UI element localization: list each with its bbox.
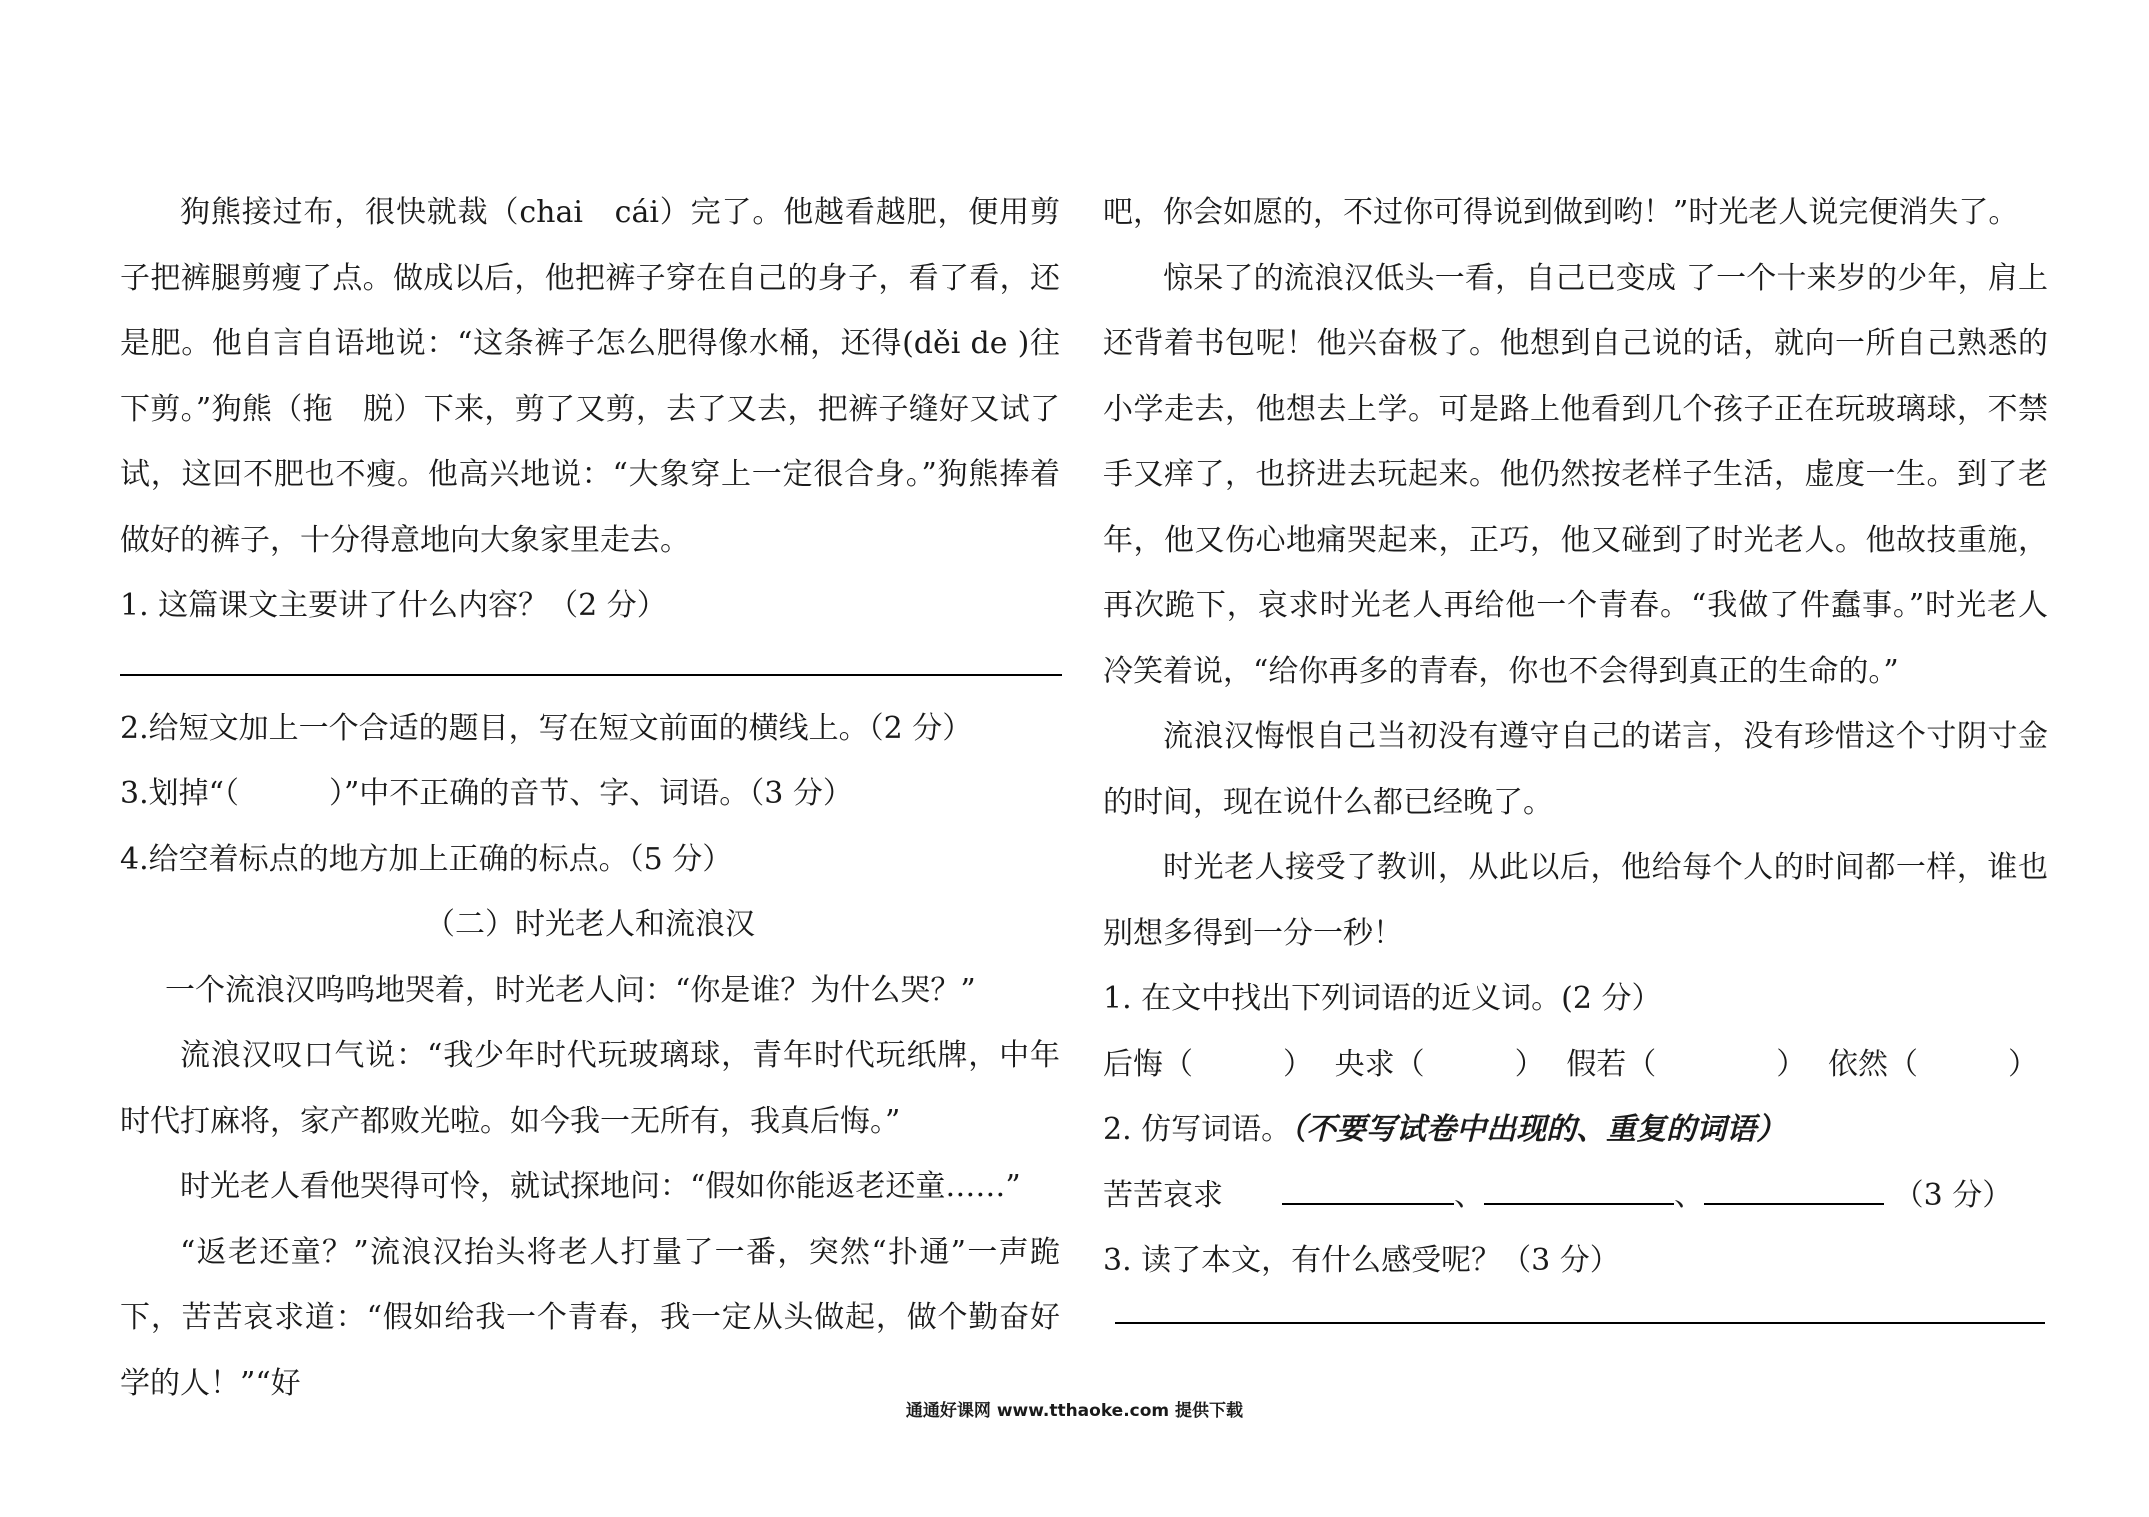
separator: 、 xyxy=(1454,1177,1485,1213)
question-4: 4.给空着标点的地方加上正确的标点。（5 分） xyxy=(120,841,733,877)
question-1: 1. 这篇课文主要讲了什么内容？（2 分） xyxy=(120,588,667,623)
answer-blank[interactable] xyxy=(1282,1173,1454,1205)
example-word: 苦苦哀求 xyxy=(1103,1177,1223,1213)
story-paragraph: 流浪汉悔恨自己当初没有遵守自己的诺言，没有珍惜这个寸阴寸金的时间，现在说什么都已经晚了。 xyxy=(1103,719,2048,820)
story-paragraph: 流浪汉叹口气说：“我少年时代玩玻璃球，青年时代玩纸牌，中年时代打麻将，家产都败光啦。如今我一无所有，我真后悔。” xyxy=(120,1038,1060,1139)
answer-blank[interactable] xyxy=(1484,1173,1674,1205)
story-paragraph: 时光老人接受了教训，从此以后，他给每个人的时间都一样，谁也别想多得到一分一秒！ xyxy=(1103,850,2048,951)
question-2 xyxy=(1103,1097,2048,1163)
question-2-note: （不要写试卷中出现的、重复的词语） xyxy=(1291,1112,1787,1147)
right-column xyxy=(1103,180,2048,1324)
question-3: 3. 读了本文，有什么感受呢？（3 分） xyxy=(1103,1243,1620,1278)
synonym-item[interactable]: 依然（ ） xyxy=(1827,1046,2038,1082)
question-1: 1. 在文中找出下列词语的近义词。(2 分） xyxy=(1103,981,1662,1016)
separator: 、 xyxy=(1674,1177,1705,1213)
story-paragraph: 一个流浪汉呜呜地哭着，时光老人问：“你是谁？为什么哭？” xyxy=(165,972,976,1008)
answer-line[interactable] xyxy=(120,674,1062,676)
left-column xyxy=(120,180,1060,1416)
synonym-item[interactable]: 央求（ ） xyxy=(1334,1046,1545,1082)
imitate-words-row xyxy=(1103,1163,2048,1229)
footer-credit: 通通好课网 www.tthaoke.com 提供下载 xyxy=(905,1401,1244,1421)
question-3: 3.划掉“（ ）”中不正确的音节、字、词语。（3 分） xyxy=(120,776,853,811)
score-label: （3 分） xyxy=(1893,1177,2013,1213)
question-2-prefix: 2. 仿写词语。 xyxy=(1103,1112,1292,1147)
answer-line[interactable] xyxy=(1115,1322,2045,1324)
story-paragraph: 吧，你会如愿的，不过你可得说到做到哟！”时光老人说完便消失了。 xyxy=(1103,195,2019,230)
synonym-item[interactable]: 假若（ ） xyxy=(1566,1046,1807,1082)
answer-blank[interactable] xyxy=(1704,1173,1884,1205)
question-2: 2.给短文加上一个合适的题目，写在短文前面的横线上。（2 分） xyxy=(120,710,973,746)
synonym-item[interactable]: 后悔（ ） xyxy=(1103,1046,1313,1082)
story-paragraph-bear: 狗熊接过布，很快就裁（chai cái）完了。他越看越肥，便用剪子把裤腿剪瘦了点。做成以后，他把裤子穿在自己的身子，看了看，还是肥。他自言自语地说：“这条裤子怎么肥得像水桶，还得(děi de )往下剪。”狗熊（拖 脱）下来，剪了又剪，去了又去，把裤子缝好又试了试，这回不肥也不瘦。他高兴地说：“大象穿上一定很合身。”狗熊捧着做好的裤子，十分得意地向大象家里走去。 xyxy=(120,195,1060,558)
story-paragraph: 时光老人看他哭得可怜，就试探地问：“假如你能返老还童……” xyxy=(180,1169,1021,1204)
synonym-word-row xyxy=(1103,1032,2048,1098)
story-paragraph: “返老还童？”流浪汉抬头将老人打量了一番，突然“扑通”一声跪下，苦苦哀求道：“假如给我一个青春，我一定从头做起，做个勤奋好学的人！”“好 xyxy=(120,1234,1060,1401)
section-title: （二）时光老人和流浪汉 xyxy=(425,907,755,942)
story-paragraph: 惊呆了的流浪汉低头一看，自己已变成 了一个十来岁的少年，肩上还背着书包呢！他兴奋极了。他想到自己说的话，就向一所自己熟悉的小学走去，他想去上学。可是路上他看到几个孩子正在玩玻璃球，不禁手又痒了，也挤进去玩起来。他仍然按老样子生活，虚度一生。到了老年，他又伤心地痛哭起来，正巧，他又碰到了时光老人。他故技重施，再次跪下，哀求时光老人再给他一个青春。“我做了件蠢事。”时光老人冷笑着说，“给你再多的青春，你也不会得到真正的生命的。” xyxy=(1103,260,2048,689)
